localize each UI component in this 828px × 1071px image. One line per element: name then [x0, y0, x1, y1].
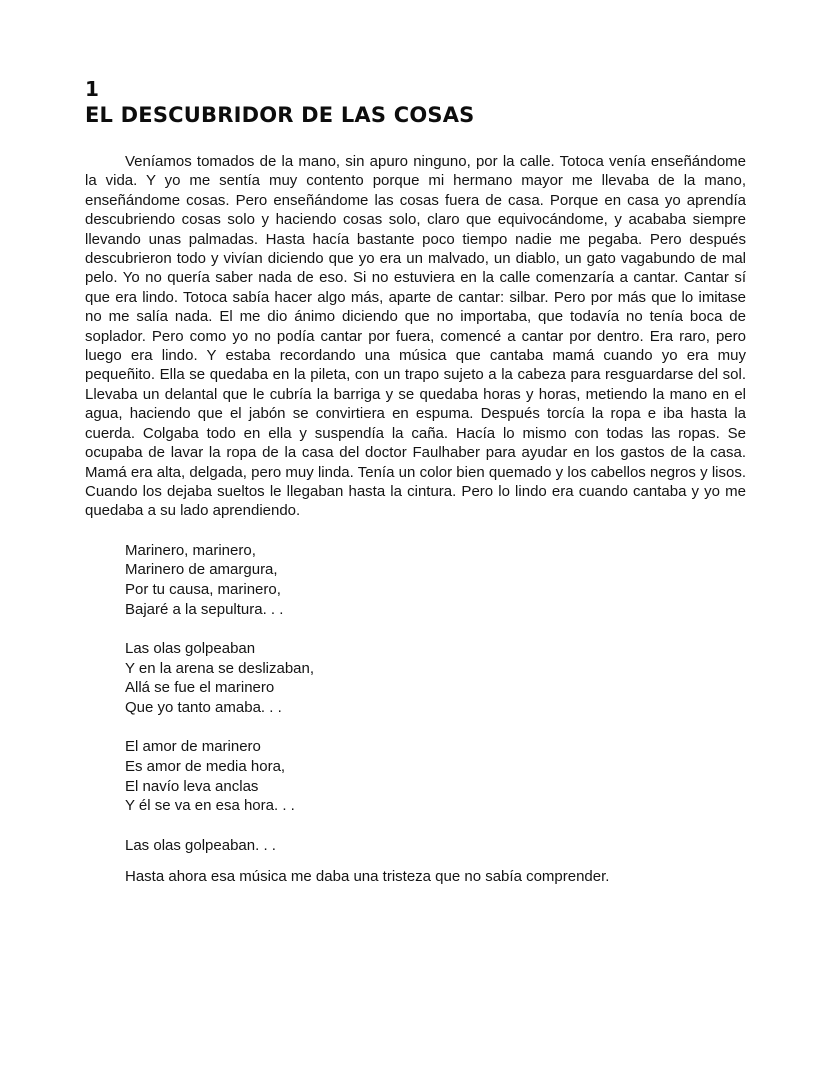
- stanza-1: [125, 541, 746, 619]
- main-paragraph: Veníamos tomados de la mano, sin apuro ninguno, por la calle. Totoca venía enseñándome la vida. Y yo me sentía muy contento porque mi hermano mayor me llevaba de la mano, enseñándome cosas. Pero enseñándome las cosas fuera de casa. Porque en casa yo aprendía descubriendo cosas solo y haciendo cosas solo, claro que equivocándome, y acababa siempre llevando unas palmadas. Hasta hacía bastante poco tiempo nadie me pegaba. Pero después descubrieron todo y vivían diciendo que yo era un malvado, un diablo, un gato vagabundo de mal pelo. Yo no quería saber nada de eso. Si no estuviera en la calle comenzaría a cantar. Cantar sí que era lindo. Totoca sabía hacer algo más, aparte de cantar: silbar. Pero por más que lo imitase no me salía nada. El me dio ánimo diciendo que no importaba, que todavía no tenía boca de soplador. Pero como yo no podía cantar por fuera, comencé a cantar por dentro. Era raro, pero luego era lindo. Y estaba recordando una música que cantaba mamá cuando yo era muy pequeñito. Ella se quedaba en la pileta, con un trapo sujeto a la cabeza para resguardarse del sol. Llevaba un delantal que le cubría la barriga y se quedaba horas y horas, metiendo la mano en el agua, haciendo que el jabón se convirtiera en espuma. Después torcía la ropa e iba hasta la cuerda. Colgaba todo en ella y suspendía la caña. Hacía lo mismo con todas las ropas. Se ocupaba de lavar la ropa de la casa del doctor Faulhaber para ayudar en los gastos de la casa. Mamá era alta, delgada, pero muy linda. Tenía un color bien quemado y los cabellos negros y lisos. Cuando los dejaba sueltos le llegaban hasta la cintura. Pero lo lindo era cuando cantaba y yo me quedaba a su lado aprendiendo.: [85, 153, 746, 520]
- poem-line: Que yo tanto amaba. . .: [125, 698, 282, 716]
- stanza-3: [125, 737, 746, 815]
- poem-line: Y en la arena se deslizaban,: [125, 659, 315, 677]
- poem-line: El navío leva anclas: [125, 777, 259, 795]
- poem-line: Marinero de amargura,: [125, 561, 278, 579]
- song-lyrics: [125, 541, 746, 856]
- poem-line: Las olas golpeaban. . .: [125, 836, 276, 854]
- poem-line: Allá se fue el marinero: [125, 679, 275, 697]
- poem-line: Marinero, marinero,: [125, 541, 256, 559]
- poem-line: Bajaré a la sepultura. . .: [125, 600, 284, 618]
- closing-paragraph: Hasta ahora esa música me daba una tristeza que no sabía comprender.: [125, 868, 610, 886]
- poem-line: Por tu causa, marinero,: [125, 580, 281, 598]
- stanza-4: [125, 836, 746, 856]
- stanza-2: [125, 639, 746, 717]
- poem-line: Las olas golpeaban: [125, 640, 256, 658]
- chapter-number: 1: [85, 77, 99, 101]
- poem-line: El amor de marinero: [125, 738, 261, 756]
- poem-line: Es amor de media hora,: [125, 758, 286, 776]
- chapter-header: [85, 76, 746, 129]
- chapter-title: EL DESCUBRIDOR DE LAS COSAS: [85, 103, 475, 127]
- poem-line: Y él se va en esa hora. . .: [125, 797, 295, 815]
